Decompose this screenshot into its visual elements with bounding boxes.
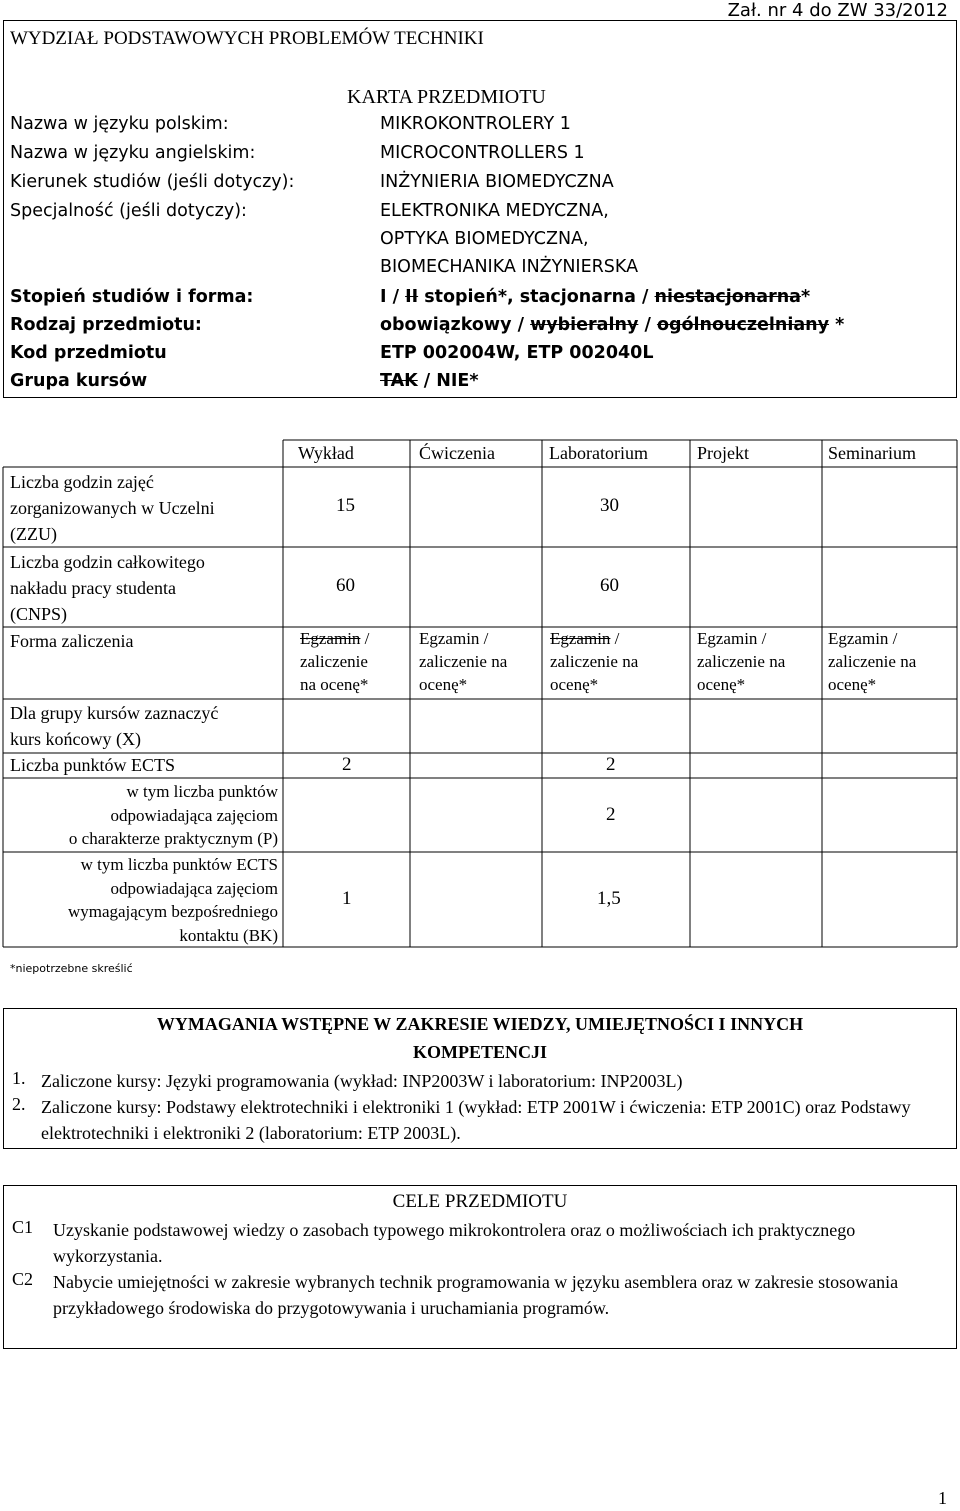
name-en-label: Nazwa w języku angielskim: bbox=[10, 143, 256, 163]
col-header-lab: Laboratorium bbox=[549, 443, 648, 463]
code-value: ETP 002004W, ETP 002040L bbox=[380, 343, 654, 363]
field-value: INŻYNIERIA BIOMEDYCZNA bbox=[380, 172, 614, 192]
col-header-exercises: Ćwiczenia bbox=[419, 443, 495, 463]
code-label: Kod przedmiotu bbox=[10, 343, 167, 363]
bk-lab: 1,5 bbox=[597, 888, 621, 909]
goals-title: CELE PRZEDMIOTU bbox=[392, 1191, 568, 1212]
spec-value-1: ELEKTRONIKA MEDYCZNA, bbox=[380, 201, 609, 221]
goal-2-num: C2 bbox=[12, 1269, 34, 1289]
name-pl-label: Nazwa w języku polskim: bbox=[10, 114, 229, 134]
spec-label: Specjalność (jeśli dotyczy): bbox=[10, 201, 247, 221]
footnote: *niepotrzebne skreślić bbox=[10, 962, 133, 975]
goal-1-text: Uzyskanie podstawowej wiedzy o zasobach typowego mikrokontrolera oraz o możliwościach ich praktycznego wykorzystania. bbox=[53, 1220, 856, 1266]
name-pl-value: MIKROKONTROLERY 1 bbox=[380, 114, 571, 134]
requirement-2-text: Zaliczone kursy: Podstawy elektrotechniki i elektroniki 1 (wykład: ETP 2001W i ćwiczenia: ETP 2001C) oraz Podstawy elektrotechniki i elektroniki 2 (laboratorium: ETP 2003L). bbox=[41, 1097, 911, 1143]
spec-value-3: BIOMECHANIKA INŻYNIERSKA bbox=[380, 257, 639, 277]
requirements-title-1: WYMAGANIA WSTĘPNE W ZAKRESIE WIEDZY, UMIEJĘTNOŚCI I INNYCH bbox=[156, 1014, 804, 1034]
goal-2-text: Nabycie umiejętności w zakresie wybranych technik programowania w języku asemblera oraz w zakresie stosowania przykładowego środowiska do przygotowywania i uruchamiania programów. bbox=[53, 1272, 899, 1318]
group-value: TAK / NIE* bbox=[380, 371, 479, 391]
form-lecture: Egzamin / zaliczenie na ocenę* bbox=[300, 629, 370, 694]
goal-1-num: C1 bbox=[12, 1217, 34, 1237]
practical-lab: 2 bbox=[606, 804, 616, 825]
ects-label: Liczba punktów ECTS bbox=[10, 755, 175, 775]
spec-value-2: OPTYKA BIOMEDYCZNA, bbox=[380, 229, 589, 249]
col-header-lecture: Wykład bbox=[298, 443, 354, 463]
zzu-lecture: 15 bbox=[336, 495, 355, 516]
faculty-name: WYDZIAŁ PODSTAWOWYCH PROBLEMÓW TECHNIKI bbox=[10, 28, 484, 49]
form-lab: Egzamin / zaliczenie na ocenę* bbox=[550, 629, 639, 694]
level-value: I / II stopień*, stacjonarna / niestacjonarna* bbox=[380, 287, 811, 307]
final-course-label: Dla grupy kursów zaznaczyć kurs końcowy (X) bbox=[10, 703, 219, 749]
ects-lecture: 2 bbox=[342, 754, 352, 775]
type-value: obowiązkowy / wybieralny / ogólnouczelniany * bbox=[380, 315, 845, 335]
col-header-seminar: Seminarium bbox=[828, 443, 916, 463]
requirements-title-2: KOMPETENCJI bbox=[412, 1042, 547, 1062]
form-label: Forma zaliczenia bbox=[10, 631, 134, 651]
zzu-label: Liczba godzin zajęć zorganizowanych w Uczelni (ZZU) bbox=[10, 472, 215, 544]
cnps-label: Liczba godzin całkowitego nakładu pracy studenta (CNPS) bbox=[10, 552, 205, 624]
name-en-value: MICROCONTROLLERS 1 bbox=[380, 143, 585, 163]
group-label: Grupa kursów bbox=[10, 371, 148, 391]
form-project: Egzamin / zaliczenie na ocenę* bbox=[697, 629, 786, 694]
cnps-lecture: 60 bbox=[336, 575, 355, 596]
level-label: Stopień studiów i forma: bbox=[10, 287, 254, 307]
requirement-1-text: Zaliczone kursy: Języki programowania (wykład: INP2003W i laboratorium: INP2003L) bbox=[41, 1071, 683, 1091]
form-exercises: Egzamin / zaliczenie na ocenę* bbox=[419, 629, 508, 694]
ects-lab: 2 bbox=[606, 754, 616, 775]
bk-label: w tym liczba punktów ECTS odpowiadająca zajęciom wymagającym bezpośredniego kontaktu (BK) bbox=[67, 855, 278, 945]
type-label: Rodzaj przedmiotu: bbox=[10, 315, 202, 335]
attachment-note: Zał. nr 4 do ZW 33/2012 bbox=[727, 0, 948, 21]
zzu-lab: 30 bbox=[600, 495, 619, 516]
form-seminar: Egzamin / zaliczenie na ocenę* bbox=[828, 629, 917, 694]
requirement-1-num: 1. bbox=[12, 1068, 26, 1088]
page-number: 1 bbox=[938, 1488, 947, 1508]
practical-label: w tym liczba punktów odpowiadająca zajęciom o charakterze praktycznym (P) bbox=[68, 782, 278, 848]
card-title: KARTA PRZEDMIOTU bbox=[347, 86, 546, 108]
requirement-2-num: 2. bbox=[12, 1094, 26, 1114]
cnps-lab: 60 bbox=[600, 575, 619, 596]
field-label: Kierunek studiów (jeśli dotyczy): bbox=[10, 172, 295, 192]
col-header-project: Projekt bbox=[697, 443, 749, 463]
bk-lecture: 1 bbox=[342, 888, 352, 909]
